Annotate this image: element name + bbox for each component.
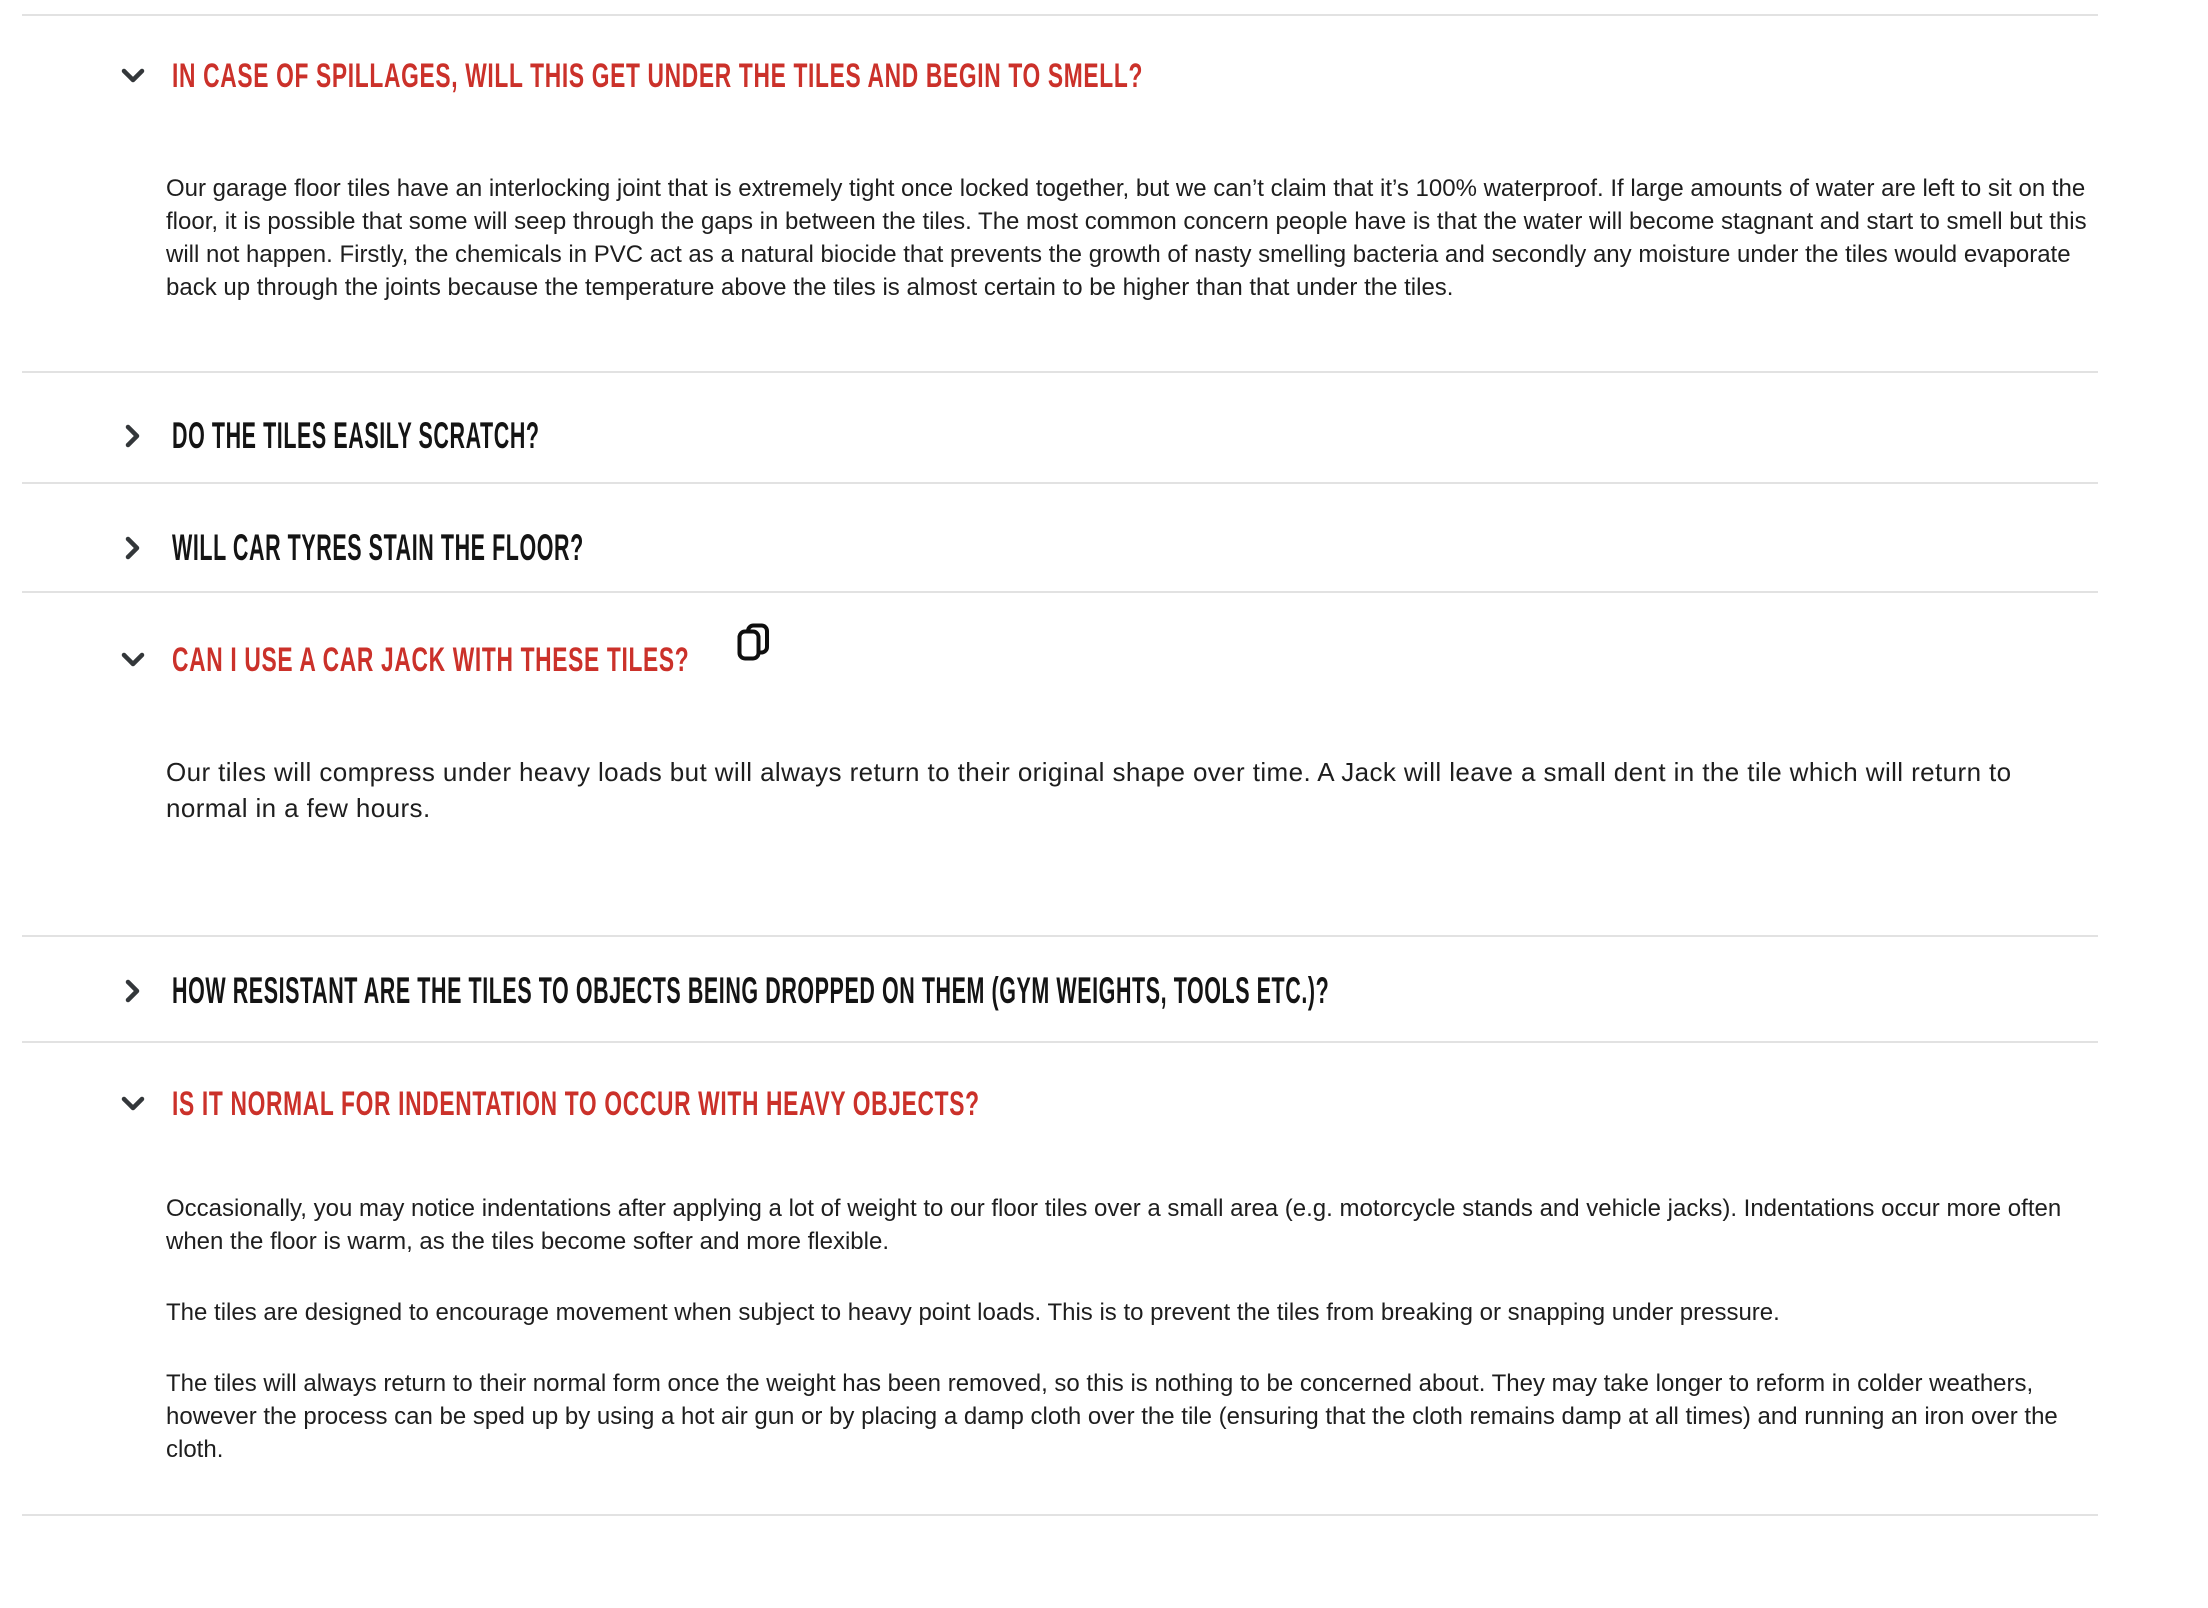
question-title: HOW RESISTANT ARE THE TILES TO OBJECTS BEING DROPPED ON THEM (GYM WEIGHTS, TOOLS ETC.)? xyxy=(172,970,1330,1011)
answer-paragraph: The tiles are designed to encourage movement when subject to heavy point loads. This is to prevent the tiles from breaking or snapping under pressure. xyxy=(166,1299,1780,1326)
chevron-down-icon[interactable] xyxy=(120,647,146,673)
faq-item xyxy=(22,482,2098,591)
faq-question-spillages[interactable] xyxy=(22,58,2098,94)
chevron-right-icon[interactable] xyxy=(120,978,146,1004)
faq-accordion xyxy=(22,14,2098,1516)
question-title: WILL CAR TYRES STAIN THE FLOOR? xyxy=(172,527,584,568)
faq-item xyxy=(22,935,2098,1041)
faq-item xyxy=(22,1041,2098,1516)
faq-question-dropped-objects[interactable] xyxy=(22,970,2098,1011)
answer-paragraph: The tiles will always return to their normal form once the weight has been removed, so this is nothing to be concerned about. They may take longer to reform in colder weathers, however the process can be sped up by using a hot air gun or by placing a damp cloth over the tile (ensuring that the cloth remains damp at all times) and running an iron over the cloth. xyxy=(166,1370,2058,1463)
answer-paragraph: Our tiles will compress under heavy loads but will always return to their original shape over time. A Jack will leave a small dent in the tile which will return to normal in a few hours. xyxy=(166,757,2012,823)
faq-item xyxy=(22,371,2098,482)
faq-item xyxy=(22,14,2098,371)
answer-paragraph: Occasionally, you may notice indentations after applying a lot of weight to our floor tiles over a small area (e.g. motorcycle stands and vehicle jacks). Indentations occur more often when the floor is warm, as the tiles become softer and more flexible. xyxy=(166,1195,2062,1255)
faq-question-tyres[interactable] xyxy=(22,527,2098,568)
chevron-down-icon[interactable] xyxy=(120,1091,146,1117)
chevron-right-icon[interactable] xyxy=(120,535,146,561)
chevron-down-icon[interactable] xyxy=(120,63,146,89)
question-title: CAN I USE A CAR JACK WITH THESE TILES? xyxy=(172,641,690,679)
chevron-right-icon[interactable] xyxy=(120,423,146,449)
answer-paragraph: Our garage floor tiles have an interlocking joint that is extremely tight once locked together, but we can’t claim that it’s 100% waterproof. If large amounts of water are left to sit on the floor, it is possible that some will seep through the gaps in between the tiles. The most common concern people have is that the water will become stagnant and start to smell but this will not happen. Firstly, the chemicals in PVC act as a natural biocide that prevents the growth of nasty smelling bacteria and secondly any moisture under the tiles would evaporate back up through the joints because the temperature above the tiles is almost certain to be higher than that under the tiles. xyxy=(166,175,2087,301)
question-title: DO THE TILES EASILY SCRATCH? xyxy=(172,415,540,456)
faq-answer xyxy=(166,1192,2096,1466)
faq-answer xyxy=(166,172,2096,304)
faq-question-car-jack[interactable] xyxy=(22,642,2098,678)
faq-question-indentation[interactable] xyxy=(22,1086,2098,1122)
question-title: IS IT NORMAL FOR INDENTATION TO OCCUR WITH HEAVY OBJECTS? xyxy=(172,1085,980,1123)
question-title: IN CASE OF SPILLAGES, WILL THIS GET UNDER THE TILES AND BEGIN TO SMELL? xyxy=(172,57,1144,95)
faq-answer xyxy=(166,754,2096,826)
faq-item xyxy=(22,591,2098,935)
faq-question-scratch[interactable] xyxy=(22,415,2098,456)
copy-icon xyxy=(737,623,769,666)
